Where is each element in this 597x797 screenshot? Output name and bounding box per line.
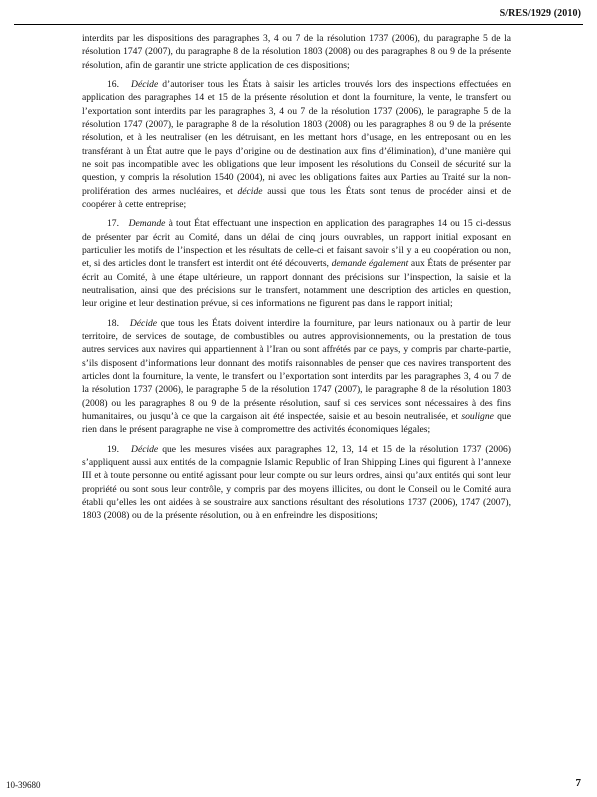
paragraph-number: 16. — [107, 79, 119, 91]
paragraph-text: d’autoriser tous les États à saisir les articles trouvés lors des inspections effectuées en application des paragraphes 14 et 15 de la présente résolution et dont la fourniture, la vente, le transfert ou l’exportation sont interdits par les paragraphes 3, 4 ou 7 de la résolution 1737 (2006), le paragraphe 5 de la résolution 1747 (2007), le paragraphe 8 de la résolution 1803 (2008) ou les paragraphes 8 ou 9 de la présente résolution, et à les neutraliser (en les détruisant, en les mettant hors d’usage, en les entreposant ou en les transférant à un État autre que le pays d’origine ou de destination aux fins d’élimination), d’une manière qui ne soit pas incompatible avec les obligations que leur imposent les résolutions du Conseil de sécurité sur la question, y compris la résolution 1540 (2004), ni avec les obligations faites aux Parties au Traité sur la non-prolifération des armes nucléaires, et — [82, 79, 512, 197]
operative-verb-secondary: décide — [237, 185, 263, 197]
paragraph-19 — [82, 443, 511, 523]
document-symbol: S/RES/1929 (2010) — [499, 8, 581, 19]
document-number: 10-39680 — [6, 780, 41, 790]
operative-verb: Décide — [131, 79, 159, 91]
paragraph-text: à tout État effectuant une inspection en application des paragraphes 14 ou 15 ci-dessus de présenter par écrit au Comité, dans un délai de cinq jours ouvrables, un rapport initial exposant en particulier les motifs de l’inspection et les résultats de celle-ci et faisant savoir s’il y a eu coopération ou non, et, si des articles dont le transfert est interdit ont été découverts, — [82, 218, 512, 270]
operative-verb-secondary: souligne — [461, 410, 494, 422]
header-rule — [14, 24, 583, 25]
paragraph-text-secondary: aux États de présenter par écrit au Comité, à une étape ultérieure, un rapport donnant des précisions sur l’inspection, la saisie et la neutralisation, ainsi que des précisions sur le transfert, notamment une description des articles en question, leur origine et leur destination prévue, si ces informations ne figurent pas dans le rapport initial; — [82, 258, 511, 310]
paragraph-17 — [82, 217, 511, 310]
paragraph-text: que tous les États doivent interdire la fourniture, par leurs nationaux ou à partir de leur territoire, de services de soutage, de combustibles ou autres approvisionnements, ou la prestation de tous autres services aux navires qui appartiennent à l’Iran ou sont affrétés par ce pays, y compris par charte-partie, s’ils disposent d’informations leur donnant des motifs raisonnables de penser que ces navires transportent des articles dont la fourniture, la vente, le transfert ou l’exportation sont interdits par les paragraphes 3, 4 ou 7 de la résolution 1737 (2006), le paragraphe 5 de la résolution 1747 (2007), le paragraphe 8 de la résolution 1803 (2008) ou les paragraphes 8 ou 9 de la présente résolution, sauf si ces services sont nécessaires à des fins humanitaires, ou jusqu’à ce que la cargaison ait été inspectée, saisie et au besoin neutralisée, et — [82, 317, 511, 422]
operative-verb: Demande — [128, 218, 166, 230]
operative-verb: Décide — [131, 443, 159, 455]
paragraph-text: interdits par les dispositions des paragraphes 3, 4 ou 7 de la résolution 1737 (2006), du paragraphe 5 de la résolution 1747 (2007), du paragraphe 8 de la résolution 1803 (2008) ou des paragraphes 8 ou 9 de la présente résolution, afin de garantir une stricte application de ces dispositions; — [82, 33, 511, 71]
paragraph-continuation — [82, 32, 511, 72]
paragraph-18 — [82, 317, 511, 437]
operative-verb-secondary: demande également — [331, 258, 409, 270]
paragraph-16 — [82, 78, 511, 211]
page-number: 7 — [575, 777, 581, 789]
paragraph-text-secondary: aussi que tous les États sont tenus de procéder ainsi et de coopérer à cette entreprise; — [82, 185, 511, 210]
operative-verb: Décide — [129, 317, 158, 329]
paragraph-text: que les mesures visées aux paragraphes 12, 13, 14 et 15 de la résolution 1737 (2006) s’appliquent aussi aux entités de la compagnie Islamic Republic of Iran Shipping Lines qui figurent à l’annexe III et à toute personne ou entité agissant pour leur compte ou sur leurs ordres, ainsi qu’aux entités qui sont leur propriété ou sont sous leur contrôle, y compris par des moyens illicites, ou dont le Conseil ou le Comité aura établi qu’elles les ont aidées à se soustraire aux sanctions résultant des résolutions 1737 (2006), 1747 (2007), 1803 (2008) ou de la présente résolution, ou à en enfreindre les dispositions; — [82, 443, 512, 522]
paragraph-number: 19. — [107, 443, 119, 455]
document-body — [82, 32, 511, 529]
paragraph-number: 18. — [107, 317, 119, 329]
paragraph-text-secondary: que rien dans le présent paragraphe ne vise à compromettre des activités économiques légales; — [82, 410, 511, 436]
paragraph-number: 17. — [107, 218, 119, 230]
